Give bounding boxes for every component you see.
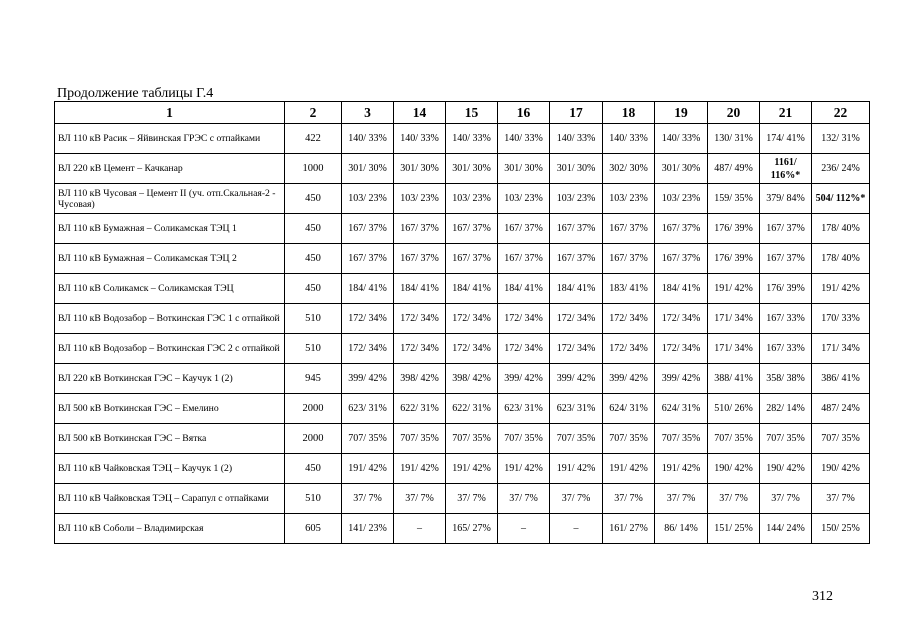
load-value-cell: 707/ 35% xyxy=(342,424,394,454)
load-value-cell: 191/ 42% xyxy=(498,454,550,484)
load-value-cell: 140/ 33% xyxy=(446,124,498,154)
load-value-cell: 167/ 37% xyxy=(342,214,394,244)
load-value-cell: 140/ 33% xyxy=(655,124,708,154)
line-name-cell: ВЛ 110 кВ Соликамск – Соликамская ТЭЦ xyxy=(55,274,285,304)
load-value-cell: 358/ 38% xyxy=(760,364,812,394)
table-row xyxy=(55,424,870,454)
load-value-cell: – xyxy=(498,514,550,544)
load-value-cell: 191/ 42% xyxy=(394,454,446,484)
load-value-cell: 184/ 41% xyxy=(655,274,708,304)
table-row xyxy=(55,304,870,334)
load-value-cell: 167/ 37% xyxy=(550,244,603,274)
load-value-cell: 37/ 7% xyxy=(708,484,760,514)
load-value-cell: 172/ 34% xyxy=(498,304,550,334)
column-header: 17 xyxy=(550,102,603,124)
load-value-cell: 301/ 30% xyxy=(498,154,550,184)
line-name-cell: ВЛ 110 кВ Чайковская ТЭЦ – Каучук 1 (2) xyxy=(55,454,285,484)
load-value-cell: 707/ 35% xyxy=(603,424,655,454)
load-value-cell: 623/ 31% xyxy=(550,394,603,424)
load-value-cell: 37/ 7% xyxy=(498,484,550,514)
load-value-cell: 167/ 33% xyxy=(760,304,812,334)
column-header: 19 xyxy=(655,102,708,124)
load-value-cell: 379/ 84% xyxy=(760,184,812,214)
line-name-cell: ВЛ 110 кВ Водозабор – Воткинская ГЭС 2 с отпайкой xyxy=(55,334,285,364)
load-value-cell: 172/ 34% xyxy=(550,334,603,364)
capacity-cell: 2000 xyxy=(285,394,342,424)
column-header: 18 xyxy=(603,102,655,124)
load-value-cell: – xyxy=(394,514,446,544)
load-value-cell: 707/ 35% xyxy=(655,424,708,454)
load-value-cell: 37/ 7% xyxy=(394,484,446,514)
line-name-cell: ВЛ 110 кВ Водозабор – Воткинская ГЭС 1 с отпайкой xyxy=(55,304,285,334)
load-value-cell: 172/ 34% xyxy=(498,334,550,364)
load-value-cell: 167/ 37% xyxy=(603,244,655,274)
capacity-cell: 2000 xyxy=(285,424,342,454)
load-value-cell: 504/ 112%* xyxy=(812,184,870,214)
load-value-cell: 37/ 7% xyxy=(603,484,655,514)
load-value-cell: 103/ 23% xyxy=(550,184,603,214)
load-value-cell: 190/ 42% xyxy=(760,454,812,484)
load-value-cell: 388/ 41% xyxy=(708,364,760,394)
column-header: 22 xyxy=(812,102,870,124)
load-value-cell: 167/ 37% xyxy=(760,214,812,244)
load-value-cell: 184/ 41% xyxy=(342,274,394,304)
load-value-cell: 103/ 23% xyxy=(498,184,550,214)
line-name-cell: ВЛ 110 кВ Расик – Яйвинская ГРЭС с отпайками xyxy=(55,124,285,154)
load-value-cell: 301/ 30% xyxy=(394,154,446,184)
load-value-cell: 399/ 42% xyxy=(655,364,708,394)
load-value-cell: 301/ 30% xyxy=(342,154,394,184)
column-header: 21 xyxy=(760,102,812,124)
load-value-cell: 623/ 31% xyxy=(498,394,550,424)
load-value-cell: 130/ 31% xyxy=(708,124,760,154)
load-value-cell: 487/ 24% xyxy=(812,394,870,424)
load-value-cell: 167/ 37% xyxy=(394,214,446,244)
column-header: 2 xyxy=(285,102,342,124)
table-row xyxy=(55,514,870,544)
load-value-cell: 103/ 23% xyxy=(655,184,708,214)
load-value-cell: 236/ 24% xyxy=(812,154,870,184)
load-value-cell: 171/ 34% xyxy=(708,304,760,334)
column-header: 16 xyxy=(498,102,550,124)
load-value-cell: 707/ 35% xyxy=(760,424,812,454)
load-value-cell: 707/ 35% xyxy=(708,424,760,454)
load-value-cell: 183/ 41% xyxy=(603,274,655,304)
load-value-cell: 172/ 34% xyxy=(603,304,655,334)
load-value-cell: 167/ 37% xyxy=(760,244,812,274)
load-value-cell: 707/ 35% xyxy=(446,424,498,454)
load-value-cell: 191/ 42% xyxy=(812,274,870,304)
load-value-cell: 172/ 34% xyxy=(603,334,655,364)
load-value-cell: 172/ 34% xyxy=(342,304,394,334)
load-value-cell: 398/ 42% xyxy=(446,364,498,394)
line-name-cell: ВЛ 110 кВ Бумажная – Соликамская ТЭЦ 1 xyxy=(55,214,285,244)
capacity-cell: 450 xyxy=(285,274,342,304)
table-row xyxy=(55,364,870,394)
load-value-cell: 167/ 37% xyxy=(603,214,655,244)
capacity-cell: 510 xyxy=(285,304,342,334)
load-value-cell: 150/ 25% xyxy=(812,514,870,544)
load-value-cell: 184/ 41% xyxy=(446,274,498,304)
line-name-cell: ВЛ 220 кВ Цемент – Качканар xyxy=(55,154,285,184)
header-row xyxy=(55,102,870,124)
load-value-cell: 167/ 37% xyxy=(342,244,394,274)
line-name-cell: ВЛ 220 кВ Воткинская ГЭС – Каучук 1 (2) xyxy=(55,364,285,394)
table-caption: Продолжение таблицы Г.4 xyxy=(57,86,214,101)
capacity-cell: 422 xyxy=(285,124,342,154)
table-row xyxy=(55,394,870,424)
load-value-cell: 171/ 34% xyxy=(812,334,870,364)
load-value-cell: 140/ 33% xyxy=(394,124,446,154)
column-header: 1 xyxy=(55,102,285,124)
load-value-cell: 176/ 39% xyxy=(708,214,760,244)
column-header: 20 xyxy=(708,102,760,124)
load-value-cell: 172/ 34% xyxy=(446,334,498,364)
load-value-cell: 171/ 34% xyxy=(708,334,760,364)
load-value-cell: 172/ 34% xyxy=(550,304,603,334)
table-row xyxy=(55,484,870,514)
capacity-cell: 450 xyxy=(285,214,342,244)
table-row xyxy=(55,334,870,364)
load-value-cell: 167/ 37% xyxy=(655,214,708,244)
capacity-cell: 450 xyxy=(285,184,342,214)
table-body xyxy=(55,124,870,544)
load-value-cell: 282/ 14% xyxy=(760,394,812,424)
data-table xyxy=(54,101,870,544)
load-value-cell: 622/ 31% xyxy=(394,394,446,424)
load-value-cell: 301/ 30% xyxy=(550,154,603,184)
load-value-cell: 167/ 33% xyxy=(760,334,812,364)
load-value-cell: 707/ 35% xyxy=(498,424,550,454)
column-header: 15 xyxy=(446,102,498,124)
load-value-cell: 191/ 42% xyxy=(446,454,498,484)
load-value-cell: 178/ 40% xyxy=(812,214,870,244)
load-value-cell: 184/ 41% xyxy=(550,274,603,304)
load-value-cell: 103/ 23% xyxy=(603,184,655,214)
load-value-cell: 176/ 39% xyxy=(708,244,760,274)
load-value-cell: 172/ 34% xyxy=(394,304,446,334)
load-value-cell: 103/ 23% xyxy=(342,184,394,214)
capacity-cell: 1000 xyxy=(285,154,342,184)
load-value-cell: 184/ 41% xyxy=(394,274,446,304)
load-value-cell: 140/ 33% xyxy=(603,124,655,154)
load-value-cell: 37/ 7% xyxy=(812,484,870,514)
column-header: 14 xyxy=(394,102,446,124)
line-name-cell: ВЛ 110 кВ Бумажная – Соликамская ТЭЦ 2 xyxy=(55,244,285,274)
load-value-cell: 624/ 31% xyxy=(655,394,708,424)
line-name-cell: ВЛ 500 кВ Воткинская ГЭС – Емелино xyxy=(55,394,285,424)
load-value-cell: 167/ 37% xyxy=(446,244,498,274)
load-value-cell: 144/ 24% xyxy=(760,514,812,544)
load-value-cell: 184/ 41% xyxy=(498,274,550,304)
table-row xyxy=(55,184,870,214)
load-value-cell: 707/ 35% xyxy=(550,424,603,454)
load-value-cell: 707/ 35% xyxy=(812,424,870,454)
load-value-cell: 623/ 31% xyxy=(342,394,394,424)
load-value-cell: 140/ 33% xyxy=(550,124,603,154)
load-value-cell: – xyxy=(550,514,603,544)
load-value-cell: 167/ 37% xyxy=(394,244,446,274)
load-value-cell: 624/ 31% xyxy=(603,394,655,424)
load-value-cell: 103/ 23% xyxy=(394,184,446,214)
load-value-cell: 103/ 23% xyxy=(446,184,498,214)
load-value-cell: 141/ 23% xyxy=(342,514,394,544)
capacity-cell: 945 xyxy=(285,364,342,394)
load-value-cell: 37/ 7% xyxy=(655,484,708,514)
load-value-cell: 191/ 42% xyxy=(342,454,394,484)
load-value-cell: 140/ 33% xyxy=(498,124,550,154)
load-value-cell: 172/ 34% xyxy=(342,334,394,364)
table-row xyxy=(55,214,870,244)
capacity-cell: 510 xyxy=(285,484,342,514)
load-value-cell: 167/ 37% xyxy=(498,244,550,274)
load-value-cell: 399/ 42% xyxy=(498,364,550,394)
load-value-cell: 86/ 14% xyxy=(655,514,708,544)
load-value-cell: 172/ 34% xyxy=(655,334,708,364)
load-value-cell: 37/ 7% xyxy=(550,484,603,514)
load-value-cell: 302/ 30% xyxy=(603,154,655,184)
load-value-cell: 170/ 33% xyxy=(812,304,870,334)
table-row xyxy=(55,124,870,154)
load-value-cell: 399/ 42% xyxy=(550,364,603,394)
capacity-cell: 510 xyxy=(285,334,342,364)
load-value-cell: 37/ 7% xyxy=(342,484,394,514)
load-value-cell: 174/ 41% xyxy=(760,124,812,154)
table-row xyxy=(55,154,870,184)
line-name-cell: ВЛ 110 кВ Соболи – Владимирская xyxy=(55,514,285,544)
load-value-cell: 165/ 27% xyxy=(446,514,498,544)
load-value-cell: 487/ 49% xyxy=(708,154,760,184)
line-name-cell: ВЛ 110 кВ Чайковская ТЭЦ – Сарапул с отпайками xyxy=(55,484,285,514)
load-value-cell: 399/ 42% xyxy=(603,364,655,394)
load-value-cell: 301/ 30% xyxy=(655,154,708,184)
load-value-cell: 191/ 42% xyxy=(708,274,760,304)
load-value-cell: 161/ 27% xyxy=(603,514,655,544)
load-value-cell: 172/ 34% xyxy=(446,304,498,334)
line-name-cell: ВЛ 500 кВ Воткинская ГЭС – Вятка xyxy=(55,424,285,454)
capacity-cell: 605 xyxy=(285,514,342,544)
load-value-cell: 510/ 26% xyxy=(708,394,760,424)
capacity-cell: 450 xyxy=(285,244,342,274)
capacity-cell: 450 xyxy=(285,454,342,484)
load-value-cell: 132/ 31% xyxy=(812,124,870,154)
load-value-cell: 301/ 30% xyxy=(446,154,498,184)
table-row xyxy=(55,454,870,484)
load-value-cell: 622/ 31% xyxy=(446,394,498,424)
load-value-cell: 191/ 42% xyxy=(655,454,708,484)
load-value-cell: 151/ 25% xyxy=(708,514,760,544)
table-row xyxy=(55,244,870,274)
load-value-cell: 190/ 42% xyxy=(708,454,760,484)
table-row xyxy=(55,274,870,304)
load-value-cell: 172/ 34% xyxy=(394,334,446,364)
load-value-cell: 707/ 35% xyxy=(394,424,446,454)
load-value-cell: 167/ 37% xyxy=(550,214,603,244)
page-number: 312 xyxy=(812,589,833,604)
load-value-cell: 1161/ 116%* xyxy=(760,154,812,184)
load-value-cell: 140/ 33% xyxy=(342,124,394,154)
load-value-cell: 178/ 40% xyxy=(812,244,870,274)
load-value-cell: 398/ 42% xyxy=(394,364,446,394)
load-value-cell: 190/ 42% xyxy=(812,454,870,484)
load-value-cell: 167/ 37% xyxy=(446,214,498,244)
load-value-cell: 167/ 37% xyxy=(498,214,550,244)
load-value-cell: 191/ 42% xyxy=(550,454,603,484)
load-value-cell: 172/ 34% xyxy=(655,304,708,334)
column-header: 3 xyxy=(342,102,394,124)
line-name-cell: ВЛ 110 кВ Чусовая – Цемент II (уч. отп.Скальная-2 - Чусовая) xyxy=(55,184,285,214)
load-value-cell: 386/ 41% xyxy=(812,364,870,394)
load-value-cell: 37/ 7% xyxy=(760,484,812,514)
load-value-cell: 159/ 35% xyxy=(708,184,760,214)
load-value-cell: 167/ 37% xyxy=(655,244,708,274)
load-value-cell: 399/ 42% xyxy=(342,364,394,394)
load-value-cell: 176/ 39% xyxy=(760,274,812,304)
load-value-cell: 37/ 7% xyxy=(446,484,498,514)
load-value-cell: 191/ 42% xyxy=(603,454,655,484)
